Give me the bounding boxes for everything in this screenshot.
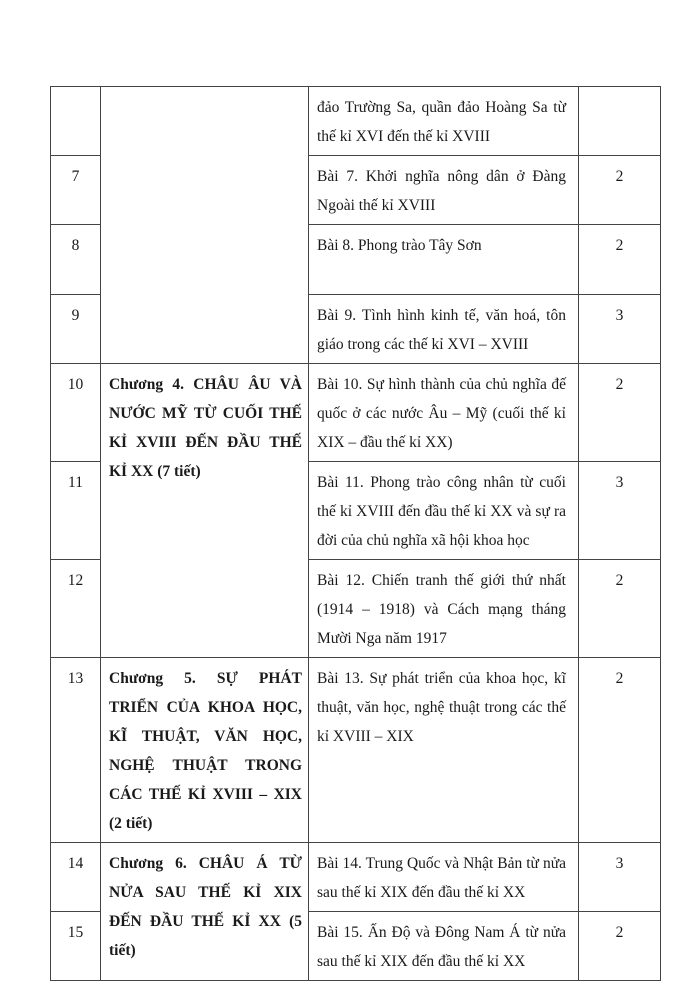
curriculum-table — [50, 86, 661, 981]
lesson-title: Bài 8. Phong trào Tây Sơn — [309, 225, 579, 295]
lesson-title: Bài 10. Sự hình thành của chủ nghĩa đế quốc ở các nước Âu – Mỹ (cuối thế kỉ XIX – đầu thế kỉ XX) — [309, 364, 579, 462]
table-row — [51, 87, 661, 156]
lesson-title: Bài 13. Sự phát triển của khoa học, kĩ thuật, văn học, nghệ thuật trong các thế kỉ XVIII – XIX — [309, 658, 579, 843]
lesson-hours: 2 — [579, 912, 661, 981]
lesson-title: Bài 15. Ấn Độ và Đông Nam Á từ nửa sau thế kỉ XIX đến đầu thế kỉ XX — [309, 912, 579, 981]
lesson-hours: 3 — [579, 843, 661, 912]
lesson-title: Bài 12. Chiến tranh thế giới thứ nhất (1914 – 1918) và Cách mạng tháng Mười Nga năm 1917 — [309, 560, 579, 658]
row-number: 8 — [51, 225, 101, 295]
lesson-hours — [579, 87, 661, 156]
chapter-title: Chương 5. SỰ PHÁT TRIỂN CỦA KHOA HỌC, KĨ THUẬT, VĂN HỌC, NGHỆ THUẬT TRONG CÁC THẾ KỈ XVIII – XIX (2 tiết) — [101, 658, 309, 843]
table-row — [51, 843, 661, 912]
lesson-hours: 3 — [579, 462, 661, 560]
lesson-title: đảo Trường Sa, quần đảo Hoàng Sa từ thế kỉ XVI đến thế kỉ XVIII — [309, 87, 579, 156]
lesson-title: Bài 11. Phong trào công nhân từ cuối thế kỉ XVIII đến đầu thế kỉ XX và sự ra đời của chủ nghĩa xã hội khoa học — [309, 462, 579, 560]
lesson-hours: 2 — [579, 560, 661, 658]
chapter-cell — [101, 87, 309, 364]
row-number: 13 — [51, 658, 101, 843]
row-number: 9 — [51, 295, 101, 364]
row-number: 12 — [51, 560, 101, 658]
table-row — [51, 658, 661, 843]
row-number: 7 — [51, 156, 101, 225]
row-number: 10 — [51, 364, 101, 462]
lesson-title: Bài 7. Khởi nghĩa nông dân ở Đàng Ngoài thế kỉ XVIII — [309, 156, 579, 225]
lesson-hours: 2 — [579, 225, 661, 295]
lesson-title: Bài 9. Tình hình kinh tế, văn hoá, tôn giáo trong các thế kỉ XVI – XVIII — [309, 295, 579, 364]
row-number: 15 — [51, 912, 101, 981]
lesson-title: Bài 14. Trung Quốc và Nhật Bản từ nửa sau thế kỉ XIX đến đầu thế kỉ XX — [309, 843, 579, 912]
row-number: 11 — [51, 462, 101, 560]
lesson-hours: 2 — [579, 364, 661, 462]
lesson-hours: 3 — [579, 295, 661, 364]
table-row — [51, 364, 661, 462]
row-number: 14 — [51, 843, 101, 912]
chapter-title: Chương 4. CHÂU ÂU VÀ NƯỚC MỸ TỪ CUỐI THẾ KỈ XVIII ĐẾN ĐẦU THẾ KỈ XX (7 tiết) — [101, 364, 309, 658]
chapter-title: Chương 6. CHÂU Á TỪ NỬA SAU THẾ KỈ XIX ĐẾN ĐẦU THẾ KỈ XX (5 tiết) — [101, 843, 309, 981]
row-number — [51, 87, 101, 156]
lesson-hours: 2 — [579, 156, 661, 225]
lesson-hours: 2 — [579, 658, 661, 843]
